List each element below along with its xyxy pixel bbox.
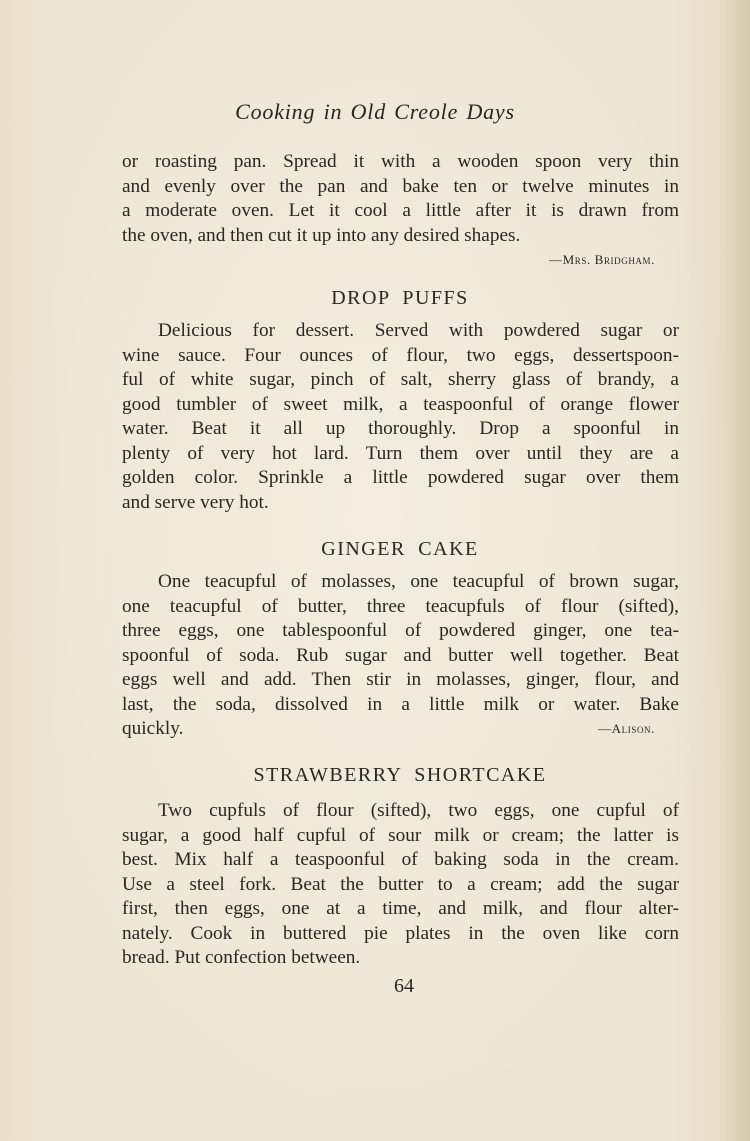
text-line: last, the soda, dissolved in a little milk or water. Bake: [122, 693, 679, 715]
text-line: Two cupfuls of flour (sifted), two eggs, one cupful of: [158, 800, 679, 821]
recipe-title-strawberry-shortcake: STRAWBERRY SHORTCAKE: [253, 764, 547, 786]
attribution-bridgham: —Mrs. Bridgham.: [549, 252, 655, 267]
text-line: and serve very hot.: [122, 491, 269, 513]
text-line: eggs well and add. Then stir in molasses, ginger, flour, and: [122, 669, 679, 690]
recipe-body-strawberry-shortcake: [122, 799, 679, 971]
text-line: golden color. Sprinkle a little powdered sugar over them: [122, 467, 679, 488]
text-line: first, then eggs, one at a time, and milk, and flour alter-: [122, 898, 679, 919]
page-number: 64: [394, 975, 414, 997]
text-line: good tumbler of sweet milk, a teaspoonful of orange flower: [122, 393, 679, 415]
text-line: sugar, a good half cupful of sour milk or cream; the latter is: [122, 824, 679, 846]
recipe-title-ginger-cake: GINGER CAKE: [321, 538, 479, 560]
text-line-end: quickly.: [122, 718, 184, 739]
text-line: Use a steel fork. Beat the butter to a cream; add the sugar: [122, 873, 679, 895]
text-line: ful of white sugar, pinch of salt, sherry glass of brandy, a: [122, 369, 679, 390]
text-line: plenty of very hot lard. Turn them over until they are a: [122, 442, 679, 464]
attribution-alison: —Alison.: [598, 721, 655, 736]
continuation-paragraph: [122, 150, 679, 248]
recipe-title-drop-puffs: DROP PUFFS: [331, 287, 469, 309]
running-head: Cooking in Old Creole Days: [235, 99, 515, 124]
text-line: water. Beat it all up thoroughly. Drop a spoonful in: [122, 418, 679, 439]
text-line: spoonful of soda. Rub sugar and butter well together. Beat: [122, 644, 679, 666]
text-line: bread. Put confection between.: [122, 947, 361, 968]
text-line: or roasting pan. Spread it with a wooden spoon very thin: [122, 151, 679, 172]
text-line: the oven, and then cut it up into any desired shapes.: [122, 224, 521, 246]
recipe-body-drop-puffs: [122, 319, 679, 515]
text-line: best. Mix half a teaspoonful of baking soda in the cream.: [122, 849, 679, 870]
text-line: wine sauce. Four ounces of flour, two eggs, dessertspoon-: [122, 344, 679, 366]
text-line: nately. Cook in buttered pie plates in the oven like corn: [122, 922, 679, 944]
text-line: [122, 717, 679, 742]
text-line: one teacupful of butter, three teacupfuls of flour (sifted),: [122, 595, 679, 617]
text-line: three eggs, one tablespoonful of powdered ginger, one tea-: [122, 620, 679, 641]
text-line: One teacupful of molasses, one teacupful of brown sugar,: [158, 571, 679, 592]
text-line: a moderate oven. Let it cool a little after it is drawn from: [122, 200, 679, 221]
recipe-body-ginger-cake: [122, 570, 679, 742]
text-line: Delicious for dessert. Served with powdered sugar or: [158, 320, 679, 341]
text-line: and evenly over the pan and bake ten or twelve minutes in: [122, 175, 679, 197]
